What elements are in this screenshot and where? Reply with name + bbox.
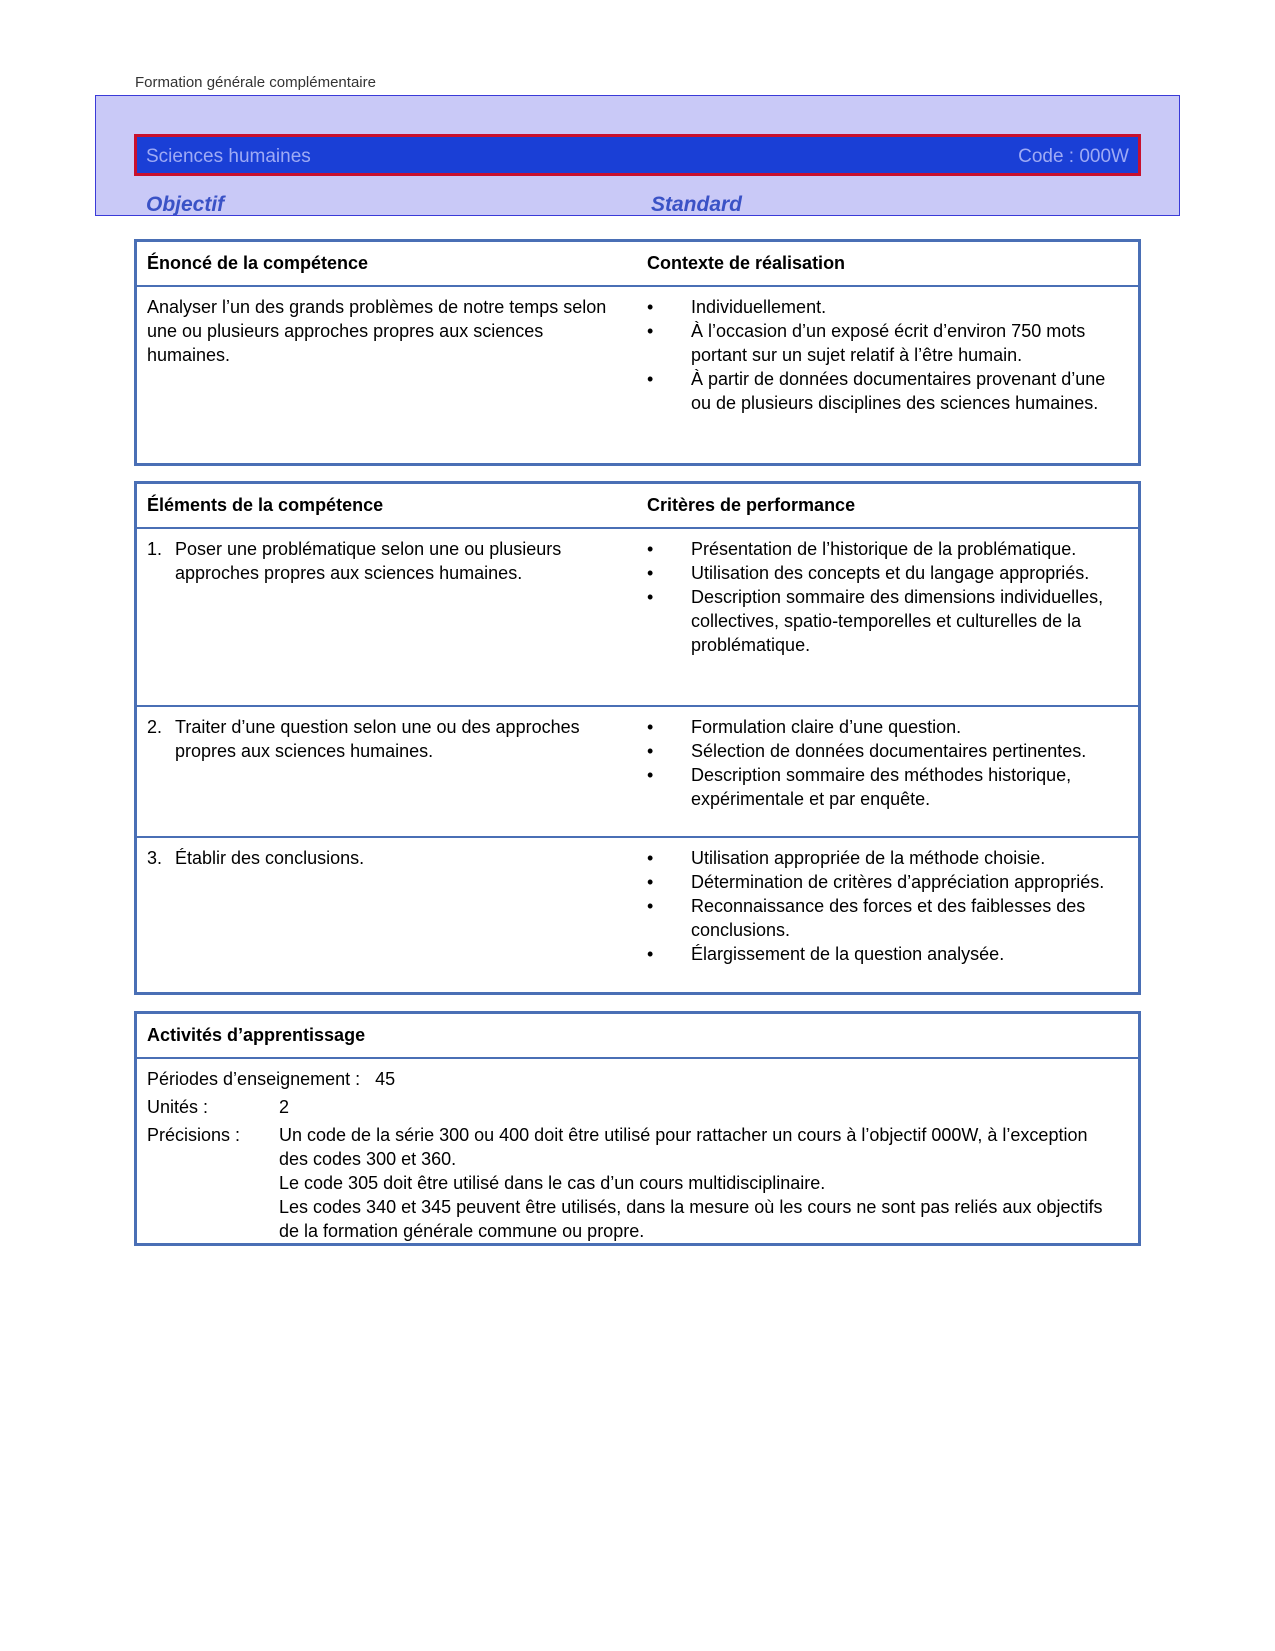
- activites-box: [134, 1011, 1141, 1246]
- list-item: • Formulation claire d’une question.: [647, 715, 1117, 739]
- list-item: • À l’occasion d’un exposé écrit d’environ 750 mots portant sur un sujet relatif à l’être humain.: [647, 319, 1117, 367]
- precisions-label: Précisions :: [147, 1125, 241, 1145]
- list-item: • Description sommaire des méthodes historique, expérimentale et par enquête.: [647, 763, 1117, 811]
- code-value: 000W: [1079, 146, 1129, 167]
- list-item: • Description sommaire des dimensions individuelles, collectives, spatio-temporelles et culturelles de la problématique.: [647, 585, 1117, 657]
- element-text: Traiter d’une question selon une ou des approches propres aux sciences humaines.: [175, 717, 580, 761]
- list-item: • Présentation de l’historique de la problématique.: [647, 537, 1117, 561]
- enonce-box: [134, 239, 1141, 466]
- element-row: [137, 705, 1138, 836]
- activites-body: [137, 1059, 1138, 1245]
- precisions-text: [279, 1123, 1119, 1243]
- precision-item: Les codes 340 et 345 peuvent être utilisés, dans la mesure où les cours ne sont pas reliés aux objectifs de la formation générale commune ou propre.: [279, 1197, 1103, 1241]
- unites-value: 2: [279, 1097, 290, 1117]
- activites-title: Activités d’apprentissage: [147, 1025, 366, 1045]
- criteres-title: Critères de performance: [647, 495, 856, 515]
- list-item: • Détermination de critères d’appréciation appropriés.: [647, 870, 1117, 894]
- list-item: • Utilisation appropriée de la méthode choisie.: [647, 846, 1117, 870]
- objective-row: [146, 193, 743, 217]
- periodes-line: [147, 1067, 395, 1091]
- element-text: Poser une problématique selon une ou plusieurs approches propres aux sciences humaines.: [175, 539, 562, 583]
- criteria-list: [647, 846, 1117, 966]
- unites-label: Unités :: [147, 1097, 209, 1117]
- criteria-list: [647, 715, 1117, 811]
- precision-item: Un code de la série 300 ou 400 doit être utilisé pour rattacher un cours à l’objectif 000W, à l’exception des codes 300 et 360.: [279, 1125, 1088, 1169]
- code-label: Code :: [1018, 146, 1075, 167]
- elements-header: [137, 484, 1138, 529]
- element-row: [137, 529, 1138, 705]
- enonce-text: Analyser l’un des grands problèmes de notre temps selon une ou plusieurs approches propres aux sciences humaines.: [147, 297, 607, 365]
- enonce-row: [137, 287, 1138, 465]
- element-text: Établir des conclusions.: [175, 848, 365, 868]
- discipline-title: Sciences humaines: [146, 146, 311, 167]
- list-item: • Individuellement.: [647, 295, 1117, 319]
- periodes-label: Périodes d’enseignement :: [147, 1069, 361, 1089]
- activites-header: [137, 1014, 1138, 1059]
- elements-title: Éléments de la compétence: [147, 495, 384, 515]
- contexte-title: Contexte de réalisation: [647, 253, 846, 273]
- list-item: • À partir de données documentaires provenant d’une ou de plusieurs disciplines des sciences humaines.: [647, 367, 1117, 415]
- periodes-value: 45: [375, 1069, 396, 1089]
- objectif-label: Objectif: [146, 193, 225, 216]
- list-item: • Utilisation des concepts et du langage appropriés.: [647, 561, 1117, 585]
- enonce-header: [137, 242, 1138, 287]
- list-item: • Reconnaissance des forces et des faiblesses des conclusions.: [647, 894, 1117, 942]
- list-item: • Sélection de données documentaires pertinentes.: [647, 739, 1117, 763]
- code-display: [1018, 146, 1129, 168]
- element-number: 2.: [147, 717, 163, 737]
- elements-box: [134, 481, 1141, 995]
- standard-label: Standard: [651, 193, 743, 216]
- element-row: [137, 836, 1138, 991]
- top-label: Formation générale complémentaire: [135, 74, 376, 91]
- criteria-list: [647, 537, 1117, 657]
- precision-item: Le code 305 doit être utilisé dans le cas d’un cours multidisciplinaire.: [279, 1173, 826, 1193]
- list-item: • Élargissement de la question analysée.: [647, 942, 1117, 966]
- element-number: 3.: [147, 848, 163, 868]
- title-bar: [134, 134, 1141, 176]
- enonce-title: Énoncé de la compétence: [147, 253, 369, 273]
- contexte-list: [647, 295, 1117, 415]
- element-number: 1.: [147, 539, 163, 559]
